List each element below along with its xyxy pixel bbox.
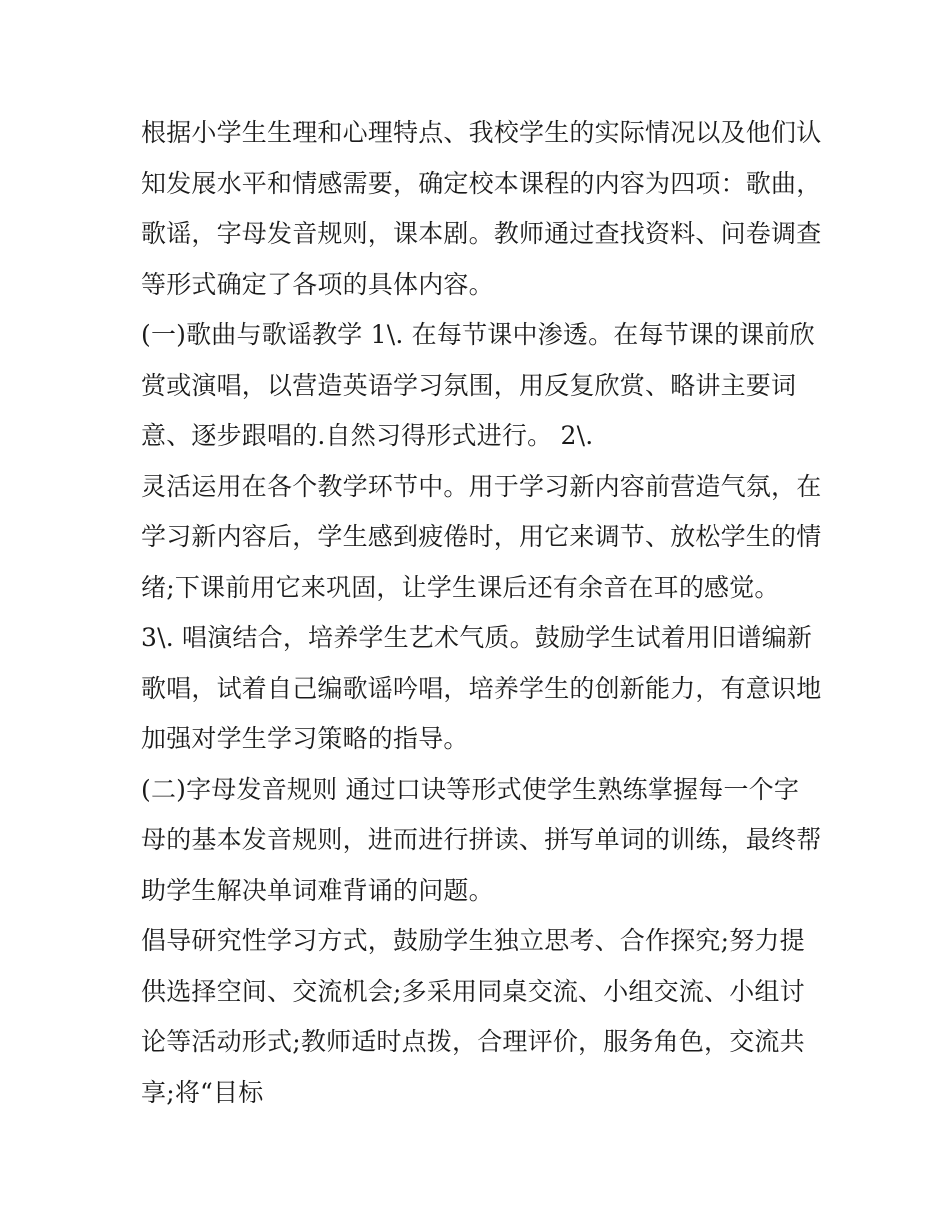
text-line: 加强对学生学习策略的指导。 [141, 724, 469, 753]
text-line: 母的基本发音规则，进而进行拼读、拼写单词的训练，最终帮 [141, 825, 822, 854]
text-line: (一)歌曲与歌谣教学 1\. 在每节课中渗透。在每节课的课前欣 [141, 320, 815, 349]
text-line: 歌唱，试着自己编歌谣吟唱，培养学生的创新能力，有意识地 [141, 673, 822, 703]
text-line: 意、逐步跟唱的.自然习得形式进行。 2\. [141, 421, 594, 450]
text-line: 学习新内容后，学生感到疲倦时，用它来调节、放松学生的情 [141, 522, 822, 551]
text-line: 根据小学生生理和心理特点、我校学生的实际情况以及他们认 [141, 118, 822, 147]
text-line: 供选择空间、交流机会;多采用同桌交流、小组交流、小组讨 [141, 976, 805, 1006]
text-line: (二)字母发音规则 通过口诀等形式使学生熟练掌握每一个字 [141, 774, 800, 804]
text-line: 论等活动形式;教师适时点拨，合理评价，服务角色，交流共 [141, 1027, 805, 1056]
text-line: 倡导研究性学习方式，鼓励学生独立思考、合作探究;努力提 [141, 926, 805, 955]
text-line: 知发展水平和情感需要，确定校本课程的内容为四项：歌曲， [141, 168, 822, 198]
document-body [141, 108, 821, 1118]
text-line: 等形式确定了各项的具体内容。 [141, 269, 494, 299]
text-line: 灵活运用在各个教学环节中。用于学习新内容前营造气氛，在 [141, 471, 822, 501]
text-line: 享;将“目标 [141, 1077, 264, 1107]
text-line: 助学生解决单词难背诵的问题。 [141, 875, 494, 905]
text-line: 歌谣，字母发音规则，课本剧。教师通过查找资料、问卷调查 [141, 219, 822, 248]
text-line: 赏或演唱，以营造英语学习氛围，用反复欣赏、略讲主要词 [141, 370, 797, 400]
text-line: 绪;下课前用它来巩固，让学生课后还有余音在耳的感觉。 [141, 572, 780, 602]
text-line: 3\. 唱演结合，培养学生艺术气质。鼓励学生试着用旧谱编新 [141, 623, 813, 652]
